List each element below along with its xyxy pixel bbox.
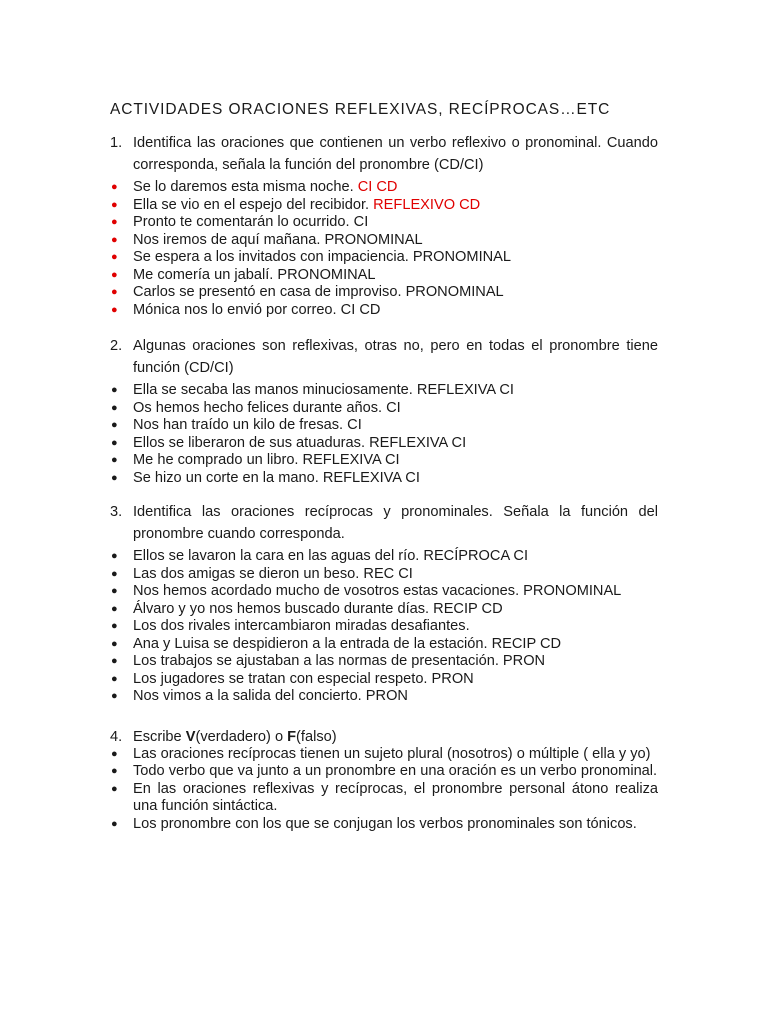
section-number: 4.	[110, 728, 123, 745]
section-4-prompt	[110, 728, 658, 746]
list-item	[110, 781, 658, 816]
list-item	[110, 636, 658, 654]
bullet-icon: ●	[111, 567, 118, 580]
exercise-list-3	[110, 548, 658, 706]
item-answer: PRONOMINAL	[412, 249, 512, 265]
prompt-text: Identifica las oraciones recíprocas y pronominales. Señala la función del pronombre cuando corresponda.	[133, 504, 658, 542]
list-item	[110, 452, 658, 470]
item-text: Se hizo un corte en la mano. REFLEXIVA CI	[133, 469, 420, 486]
bullet-icon: ●	[111, 550, 118, 562]
section-spacer	[110, 319, 658, 335]
list-item	[110, 618, 658, 636]
item-text: En las oraciones reflexivas y recíprocas, el pronombre personal átono realiza una función sintáctica.	[133, 780, 658, 814]
bullet-icon: ●	[111, 268, 118, 281]
section-number: 2.	[110, 338, 123, 354]
item-text: Las oraciones recíprocas tienen un sujeto plural (nosotros) o múltiple ( ella y yo)	[133, 745, 651, 762]
item-text: Pronto te comentarán lo ocurrido.	[133, 214, 350, 230]
item-text: Me he comprado un libro. REFLEXIVA CI	[133, 452, 400, 468]
list-item	[110, 267, 658, 285]
bullet-icon: ●	[111, 637, 118, 650]
bullet-icon: ●	[111, 690, 118, 702]
item-text: Los jugadores se tratan con especial respeto. PRON	[133, 670, 474, 687]
bullet-icon: ●	[111, 747, 118, 760]
item-answer: CI	[353, 214, 369, 230]
prompt-bold-f: F	[287, 728, 297, 745]
section-number: 1.	[110, 135, 123, 151]
item-text: Ellos se lavaron la cara en las aguas del río. RECÍPROCA CI	[133, 548, 529, 564]
item-text: Los pronombre con los que se conjugan los verbos pronominales son tónicos.	[133, 815, 637, 832]
prompt-text: Identifica las oraciones que contienen un verbo reflexivo o pronominal. Cuando corresponda, señala la función del pronombre (CD/CI)	[133, 135, 658, 173]
item-text: Álvaro y yo nos hemos buscado durante días. RECIP CD	[133, 600, 503, 617]
list-item	[110, 746, 658, 764]
prompt-text	[133, 729, 337, 745]
section-spacer	[110, 487, 658, 501]
list-item	[110, 653, 658, 671]
item-text: Los dos rivales intercambiaron miradas desafiantes.	[133, 618, 470, 634]
list-item	[110, 763, 658, 781]
list-item	[110, 382, 658, 400]
bullet-icon: ●	[111, 585, 118, 597]
bullet-icon: ●	[111, 436, 118, 449]
section-3-prompt	[110, 501, 658, 545]
item-text: Se lo daremos esta misma noche.	[133, 179, 354, 195]
list-item	[110, 470, 658, 488]
list-item	[110, 179, 658, 197]
bullet-icon: ●	[111, 602, 118, 615]
bullet-icon: ●	[111, 198, 118, 211]
item-text: Os hemos hecho felices durante años. CI	[133, 399, 401, 416]
bullet-icon: ●	[111, 471, 118, 484]
bullet-icon: ●	[111, 655, 118, 667]
prompt-bold-v: V	[185, 728, 196, 745]
prompt-part: (falso)	[296, 728, 337, 745]
item-text: Mónica nos lo envió por correo.	[133, 301, 337, 318]
list-item	[110, 671, 658, 689]
bullet-icon: ●	[111, 303, 118, 316]
list-item	[110, 400, 658, 418]
prompt-part: Escribe	[133, 728, 186, 745]
item-text: Nos han traído un kilo de fresas. CI	[133, 417, 362, 433]
list-item	[110, 249, 658, 267]
bullet-icon: ●	[111, 384, 118, 396]
list-item	[110, 583, 658, 601]
item-text: Se espera a los invitados con impaciencia.	[133, 249, 409, 265]
item-answer: PRONOMINAL	[405, 284, 504, 300]
item-text: Todo verbo que va junto a un pronombre en una oración es un verbo pronominal.	[133, 763, 658, 779]
list-item	[110, 435, 658, 453]
item-text: Ella se secaba las manos minuciosamente. REFLEXIVA CI	[133, 382, 514, 398]
document-body	[110, 100, 658, 833]
section-1-prompt	[110, 132, 658, 176]
bullet-icon: ●	[111, 286, 118, 298]
bullet-icon: ●	[111, 233, 118, 246]
item-answer: REFLEXIVO CD	[373, 196, 481, 213]
list-item	[110, 214, 658, 232]
page-title: ACTIVIDADES ORACIONES REFLEXIVAS, RECÍPROCAS…ETC	[110, 101, 611, 118]
item-text: Carlos se presentó en casa de improviso.	[133, 284, 402, 300]
item-text: Ella se vio en el espejo del recibidor.	[133, 196, 370, 213]
list-item	[110, 548, 658, 566]
list-item	[110, 566, 658, 584]
section-4	[110, 728, 658, 834]
item-answer: PRONOMINAL	[324, 231, 423, 248]
bullet-icon: ●	[111, 620, 118, 632]
exercise-list-2	[110, 382, 658, 487]
bullet-icon: ●	[111, 419, 118, 431]
list-item	[110, 417, 658, 435]
bullet-icon: ●	[111, 401, 118, 414]
exercise-list-1	[110, 179, 658, 319]
list-item	[110, 601, 658, 619]
list-item	[110, 302, 658, 320]
list-item	[110, 284, 658, 302]
list-item	[110, 232, 658, 250]
section-2-prompt	[110, 335, 658, 379]
section-2	[110, 335, 658, 487]
item-text: Nos vimos a la salida del concierto. PRON	[133, 688, 408, 704]
prompt-part: (verdadero) o	[195, 728, 288, 745]
item-answer: CI CD	[357, 179, 398, 195]
section-number: 3.	[110, 504, 123, 520]
bullet-icon: ●	[111, 216, 118, 228]
item-text: Me comería un jabalí.	[133, 266, 274, 283]
bullet-icon: ●	[111, 181, 118, 193]
item-text: Las dos amigas se dieron un beso. REC CI	[133, 565, 413, 582]
item-answer: CI CD	[340, 301, 381, 318]
item-answer: PRONOMINAL	[277, 266, 376, 283]
item-text: Ellos se liberaron de sus atuaduras. REFLEXIVA CI	[133, 434, 467, 451]
bullet-icon: ●	[111, 672, 118, 685]
list-item	[110, 816, 658, 834]
prompt-text: Algunas oraciones son reflexivas, otras no, pero en todas el pronombre tiene función (CD/CI)	[133, 338, 658, 376]
item-text: Los trabajos se ajustaban a las normas de presentación. PRON	[133, 653, 546, 669]
bullet-icon: ●	[111, 782, 118, 795]
item-text: Nos hemos acordado mucho de vosotros estas vacaciones. PRONOMINAL	[133, 583, 622, 599]
exercise-list-4	[110, 746, 658, 834]
section-spacer	[110, 706, 658, 728]
bullet-icon: ●	[111, 454, 118, 466]
item-text: Nos iremos de aquí mañana.	[133, 231, 321, 248]
section-3	[110, 501, 658, 706]
section-1	[110, 132, 658, 319]
list-item	[110, 688, 658, 706]
bullet-icon: ●	[111, 765, 118, 777]
bullet-icon: ●	[111, 251, 118, 263]
list-item	[110, 197, 658, 215]
item-text: Ana y Luisa se despidieron a la entrada de la estación. RECIP CD	[133, 635, 562, 652]
bullet-icon: ●	[111, 817, 118, 830]
